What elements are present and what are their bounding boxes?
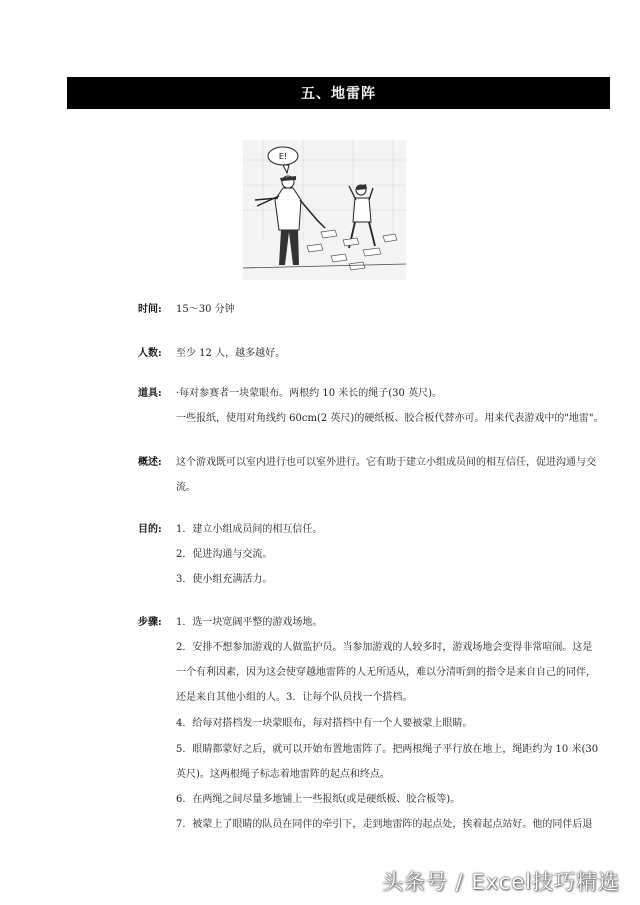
page-title-bar (67, 77, 610, 109)
props-line: ·每对参赛者一块蒙眼布。两根约 10 米长的绳子(30 英尺)。 (176, 388, 442, 399)
steps-line: 1．选一块宽阔平整的游戏场地。 (176, 617, 323, 628)
time-label: 时间: (138, 304, 162, 315)
overview-line: 这个游戏既可以室内进行也可以室外进行。它有助于建立小组成员间的相互信任，促进沟通与交 (176, 457, 596, 468)
steps-line: 还是来自其他小组的人。3．让每个队员找一个搭档。 (176, 692, 413, 703)
minefield-illustration (243, 140, 406, 280)
purpose-label: 目的: (138, 524, 162, 535)
props-label: 道具: (138, 388, 162, 399)
watermark: 头条号 / Excel技巧精选 (381, 870, 620, 894)
props-line: 一些报纸，使用对角线约 60cm(2 英尺)的硬纸板、胶合板代替亦可。用来代表游戏中的"地雷"。 (176, 413, 604, 424)
purpose-item: 1．建立小组成员间的相互信任。 (176, 524, 323, 535)
page-title: 五、地雷阵 (301, 86, 376, 102)
purpose-item: 3．使小组充满活力。 (176, 574, 273, 585)
steps-line: 7．被蒙上了眼睛的队员在同伴的牵引下，走到地雷阵的起点处，挨着起点站好。他的同伴后退 (176, 819, 593, 830)
steps-line: 4．给每对搭档发一块蒙眼布，每对搭档中有一个人要被蒙上眼睛。 (176, 718, 473, 729)
steps-label: 步骤: (138, 617, 162, 628)
steps-line: 6．在两绳之间尽量多地铺上一些报纸(或是硬纸板、胶合板等)。 (176, 794, 461, 805)
purpose-item: 2．促进沟通与交流。 (176, 549, 273, 560)
steps-line: 5．眼睛都蒙好之后，就可以开始布置地雷阵了。把两根绳子平行放在地上，绳距约为 10 米(30 (176, 744, 599, 755)
speech-bubble-text: E! (278, 152, 288, 161)
steps-line: 一个有利因素，因为这会使穿越地雷阵的人无所适从，难以分清听到的指令是来自自己的同伴， (176, 667, 596, 678)
steps-line: 2．安排不想参加游戏的人做监护员。当参加游戏的人较多时，游戏场地会变得非常喧闹。这是 (176, 642, 593, 653)
people-value: 至少 12 人，越多越好。 (176, 348, 286, 359)
people-label: 人数: (138, 348, 162, 359)
time-value: 15～30 分钟 (176, 304, 235, 315)
overview-line: 流。 (176, 482, 196, 493)
overview-label: 概述: (138, 457, 162, 468)
steps-line: 英尺)。这两根绳子标志着地雷阵的起点和终点。 (176, 769, 390, 780)
